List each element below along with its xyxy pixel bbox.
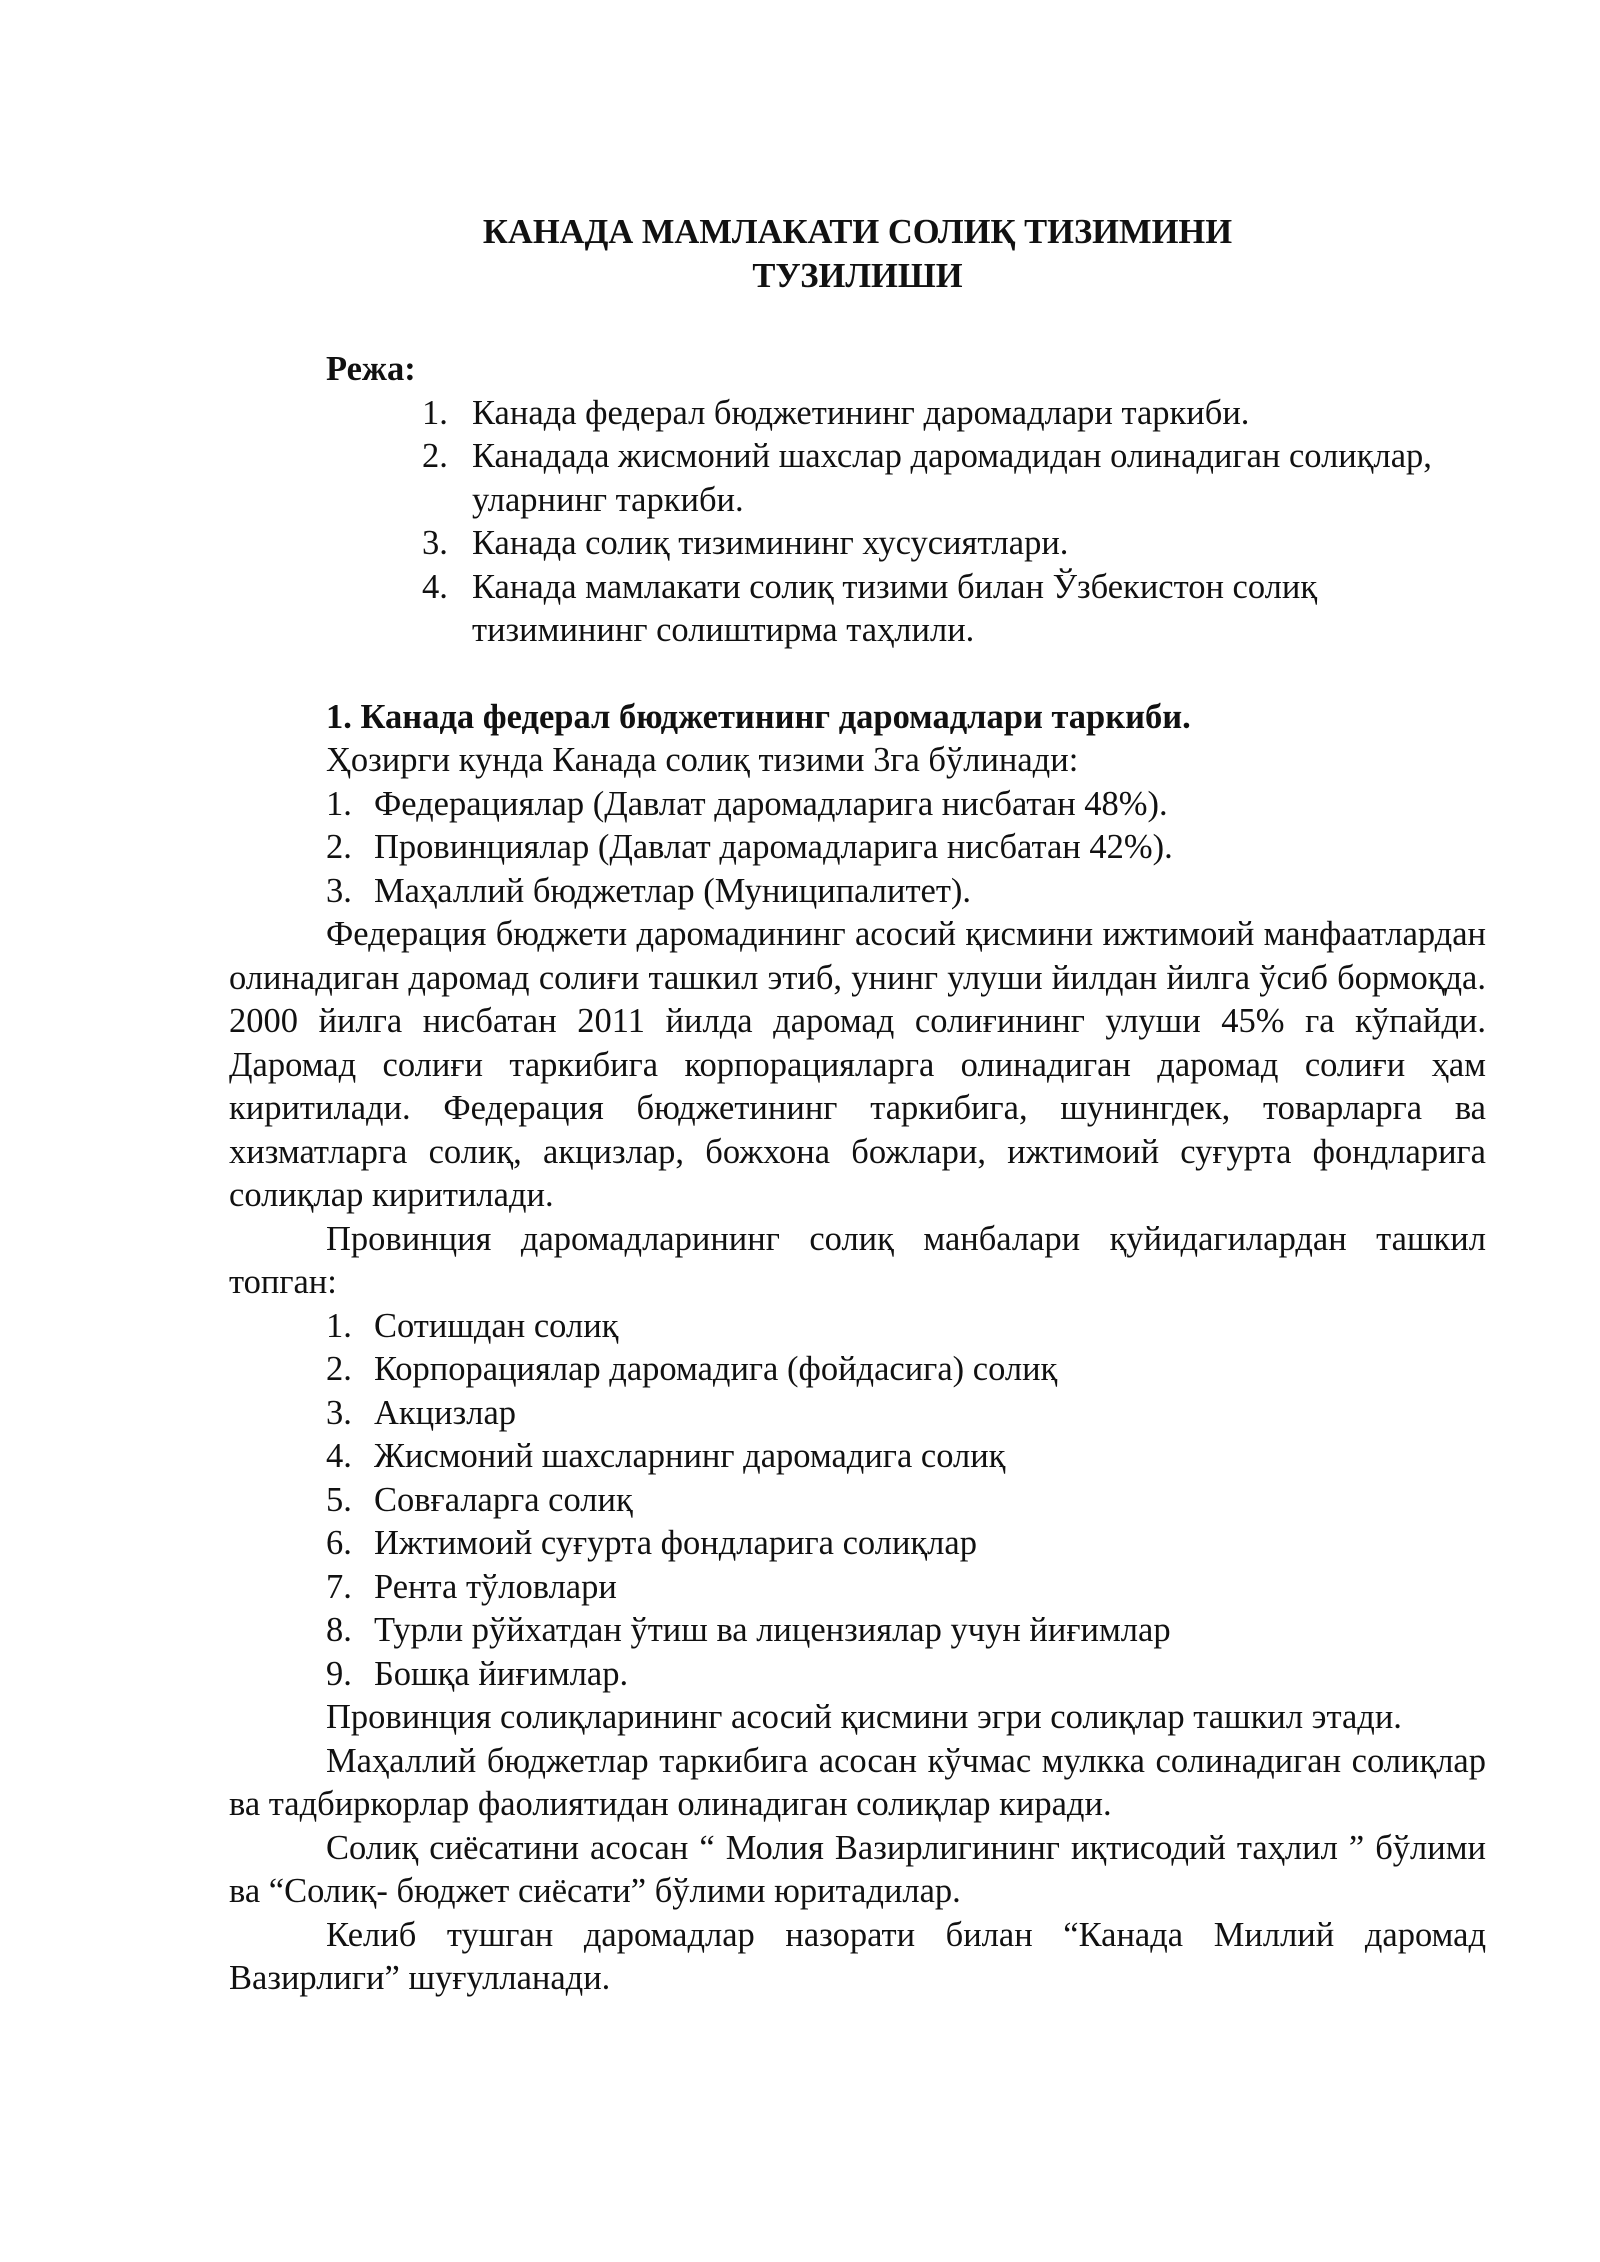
list-item-number: 6.	[326, 1524, 352, 1562]
list-item-number: 3.	[326, 1393, 352, 1432]
list-item-text: Ижтимоий суғурта фондларига солиқлар	[374, 1524, 977, 1562]
list-item-text: Провинциялар (Давлат даромадларига нисбатан 42%).	[374, 828, 1173, 866]
list-item	[326, 1479, 1486, 1523]
list-item	[326, 1305, 1486, 1349]
province-sources-list	[229, 1305, 1486, 1697]
plan-item	[422, 522, 1486, 566]
list-item	[326, 1609, 1486, 1653]
list-item	[326, 1348, 1486, 1392]
list-item-number: 3.	[326, 871, 352, 910]
list-item	[326, 783, 1486, 827]
paragraph-revenue-control: Келиб тушган даромадлар назорати билан “Канада Миллий даромад Вазирлиги” шуғулланади.	[229, 1915, 1486, 1997]
plan-item-text: Канада мамлакати солиқ тизими билан Ўзбекистон солиқ тизимининг солиштирма таҳлили.	[472, 567, 1318, 649]
title-line-2: ТУЗИЛИШИ	[752, 257, 963, 295]
list-item-number: 4.	[326, 1437, 352, 1475]
list-item-text: Турли рўйхатдан ўтиш ва лицензиялар учун йиғимлар	[374, 1611, 1171, 1649]
list-item-text: Жисмоний шахсларнинг даромадига солиқ	[374, 1437, 1006, 1475]
document-page	[229, 210, 1486, 2001]
plan-item-number: 1.	[422, 393, 448, 432]
list-item-text: Бошқа йиғимлар.	[374, 1654, 629, 1693]
plan-list	[229, 392, 1486, 653]
list-item-text: Акцизлар	[374, 1393, 517, 1432]
tax-levels-list	[229, 783, 1486, 914]
section-1-intro: Ҳозирги кунда Канада солиқ тизими 3га бўлинади:	[326, 741, 1079, 779]
list-item-text: Корпорациялар даромадига (фойдасига) солиқ	[374, 1350, 1058, 1388]
list-item-number: 5.	[326, 1480, 352, 1519]
paragraph-indirect-taxes: Провинция солиқларининг асосий қисмини эгри солиқлар ташкил этади.	[326, 1698, 1402, 1736]
list-item-number: 1.	[326, 1306, 352, 1345]
paragraph-federation-budget: Федерация бюджети даромадининг асосий қисмини ижтимоий манфаатлардан олинадиган даромад солиғи ташкил этиб, унинг улуши йилдан йилга ўсиб бормоқда. 2000 йилга нисбатан 2011 йилда даромад солиғининг улуши 45% га кўпайди. Даромад солиғи таркибига корпорацияларга олинадиган даромад солиғи ҳам киритилади. Федерация бюджетининг таркибига, шунингдек, товарларга ва хизматларга солиқ, акцизлар, божхона божлари, ижтимоий суғурта фондларига солиқлар киритилади.	[229, 915, 1486, 1214]
title-line-1: КАНАДА МАМЛАКАТИ СОЛИҚ ТИЗИМИНИ	[482, 213, 1233, 251]
list-item	[326, 1392, 1486, 1436]
list-item-text: Совғаларга солиқ	[374, 1480, 633, 1519]
list-item-number: 8.	[326, 1611, 352, 1649]
spacer	[229, 653, 1486, 696]
list-item-number: 1.	[326, 784, 352, 823]
plan-item-text: Канада федерал бюджетининг даромадлари таркиби.	[472, 393, 1250, 432]
plan-item-number: 4.	[422, 567, 448, 606]
list-item-text: Сотишдан солиқ	[374, 1306, 619, 1345]
list-item-number: 2.	[326, 828, 352, 866]
plan-item-number: 3.	[422, 524, 448, 562]
list-item-number: 7.	[326, 1567, 352, 1606]
list-item	[326, 1435, 1486, 1479]
list-item-text: Федерациялар (Давлат даромадларига нисбатан 48%).	[374, 784, 1168, 823]
plan-heading: Режа:	[326, 350, 416, 388]
document-title	[229, 210, 1486, 298]
list-item-number: 9.	[326, 1654, 352, 1693]
paragraph-local-budgets: Маҳаллий бюджетлар таркибига асосан кўчмас мулкка солинадиган солиқлар ва тадбиркорлар фаолиятидан олинадиган солиқлар киради.	[229, 1741, 1486, 1823]
plan-item-text: Канада солиқ тизимининг хусусиятлари.	[472, 524, 1069, 562]
list-item	[326, 1522, 1486, 1566]
plan-item-text: Канадада жисмоний шахслар даромадидан олинадиган солиқлар, уларнинг таркиби.	[472, 437, 1432, 519]
plan-item	[422, 566, 1486, 653]
section-1-heading: 1. Канада федерал бюджетининг даромадлари таркиби.	[326, 697, 1191, 736]
list-item	[326, 1653, 1486, 1697]
plan-item	[422, 435, 1486, 522]
list-item-text: Рента тўловлари	[374, 1567, 617, 1606]
list-item-text: Маҳаллий бюджетлар (Муниципалитет).	[374, 871, 972, 910]
plan-item	[422, 392, 1486, 436]
plan-item-number: 2.	[422, 437, 448, 475]
list-item	[326, 826, 1486, 870]
list-item	[326, 1566, 1486, 1610]
paragraph-tax-policy: Солиқ сиёсатини асосан “ Молия Вазирлигининг иқтисодий таҳлил ” бўлими ва “Солиқ- бюджет сиёсати” бўлими юритадилар.	[229, 1828, 1486, 1910]
paragraph-province-sources: Провинция даромадларининг солиқ манбалари қуйидагилардан ташкил топган:	[229, 1219, 1486, 1301]
list-item	[326, 870, 1486, 914]
list-item-number: 2.	[326, 1350, 352, 1388]
